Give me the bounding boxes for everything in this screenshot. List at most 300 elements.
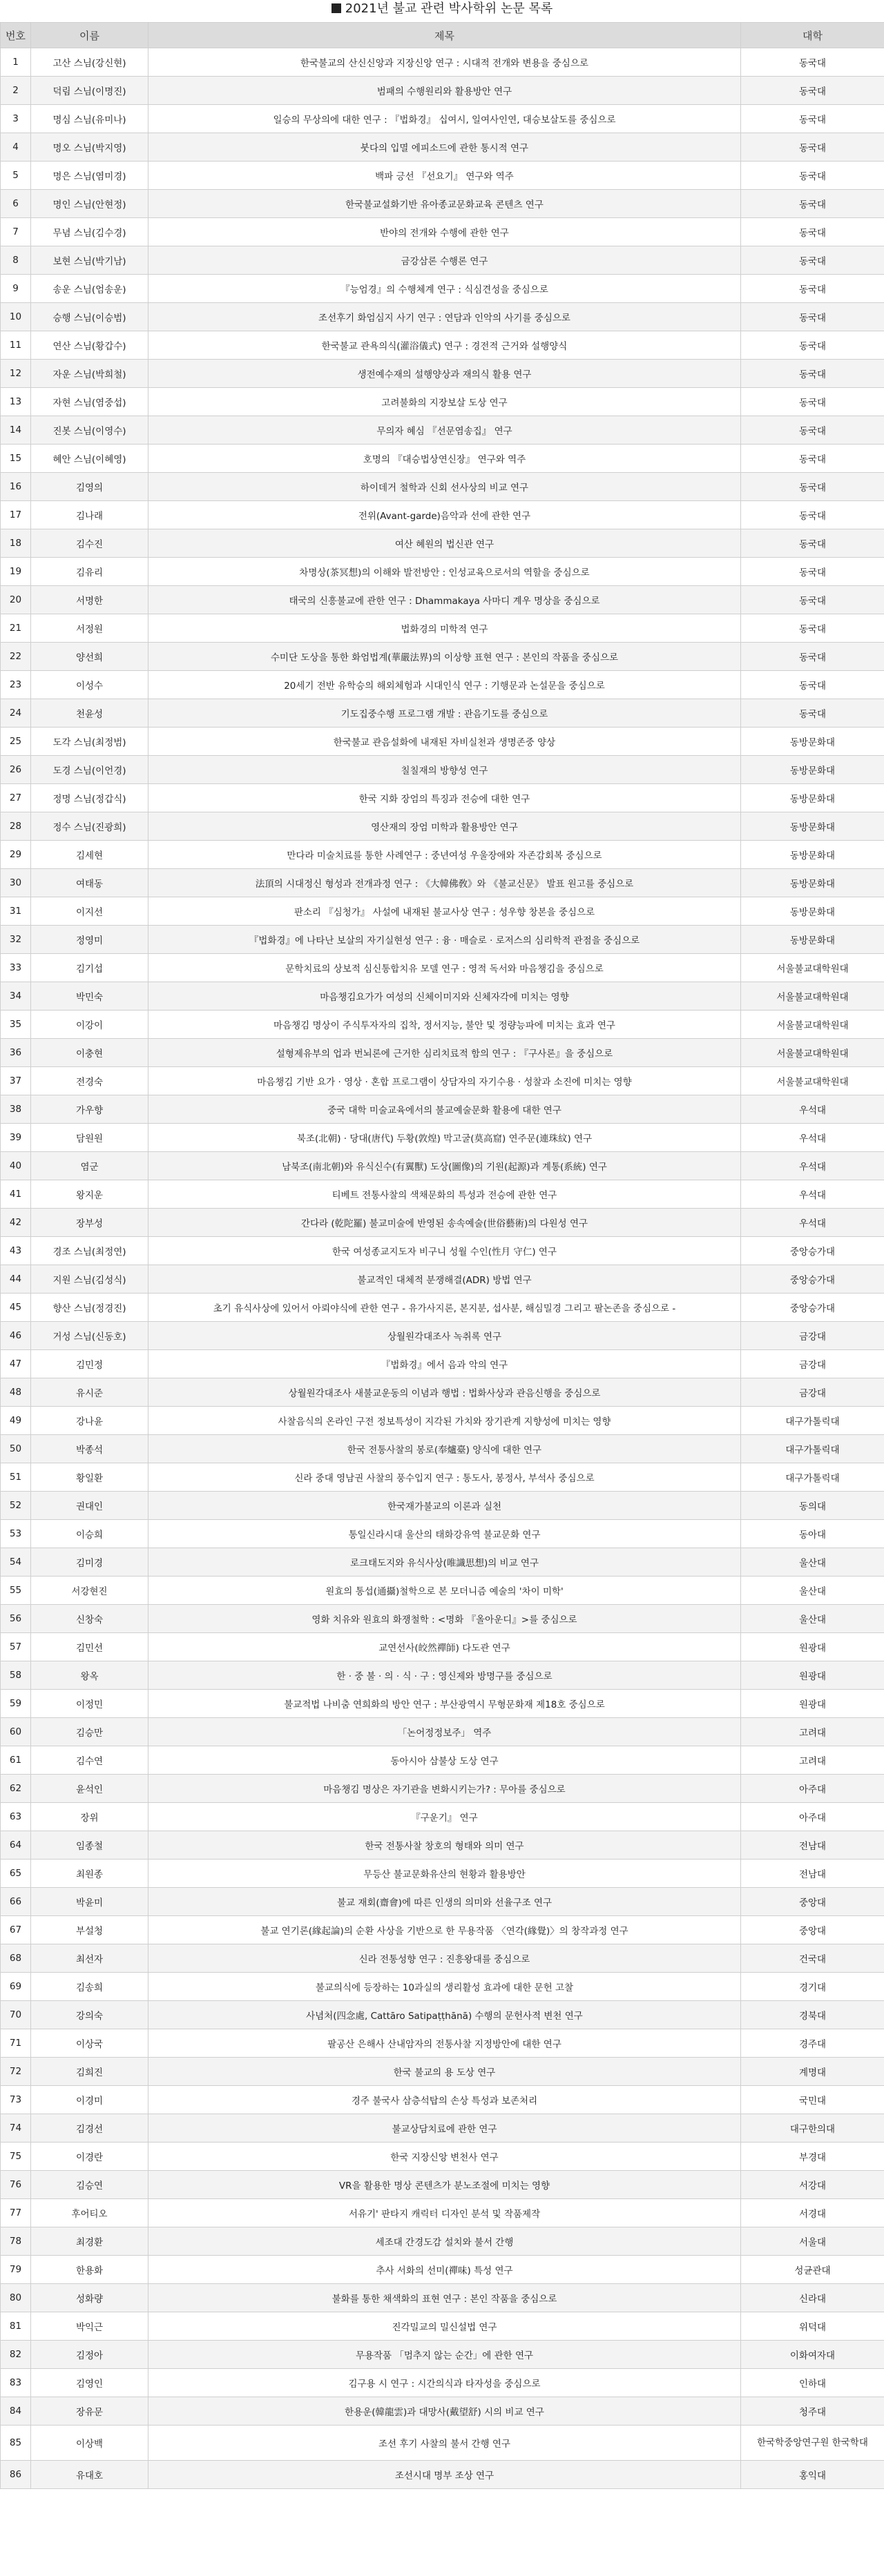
table-row (1, 1548, 884, 1577)
cell-name: 전경숙 (31, 1067, 148, 1095)
cell-no: 1 (1, 48, 31, 77)
cell-subject: 상월원각대조사 녹취록 연구 (148, 1322, 741, 1350)
cell-subject: 불교적인 대체적 분쟁해결(ADR) 방법 연구 (148, 1265, 741, 1294)
cell-no: 43 (1, 1237, 31, 1265)
table-row (1, 2369, 884, 2397)
cell-name: 이경란 (31, 2143, 148, 2171)
table-row (1, 614, 884, 643)
cell-univ: 경주대 (741, 2029, 884, 2058)
cell-name: 김영의 (31, 473, 148, 501)
table-body (1, 48, 884, 2489)
cell-univ: 울산대 (741, 1605, 884, 1633)
cell-subject: 판소리 『심청가』 사설에 내재된 불교사상 연구 : 성우향 창본을 중심으로 (148, 897, 741, 926)
cell-no: 2 (1, 77, 31, 105)
cell-name: 자운 스님(박희철) (31, 360, 148, 388)
cell-univ: 동아대 (741, 1520, 884, 1548)
cell-name: 거성 스님(신동호) (31, 1322, 148, 1350)
table-row (1, 1067, 884, 1095)
cell-no: 54 (1, 1548, 31, 1577)
square-bullet-icon (332, 3, 341, 13)
cell-subject: 『능엄경』의 수행체계 연구 : 식심견성을 중심으로 (148, 275, 741, 303)
cell-name: 고산 스님(강신현) (31, 48, 148, 77)
cell-name: 명은 스님(염미경) (31, 162, 148, 190)
cell-name: 연산 스님(황갑수) (31, 331, 148, 360)
cell-subject: 『법화경』에서 음과 악의 연구 (148, 1350, 741, 1378)
cell-no: 39 (1, 1124, 31, 1152)
cell-no: 62 (1, 1775, 31, 1803)
cell-subject: 무용작품 「멈추지 않는 순간」에 관한 연구 (148, 2341, 741, 2369)
table-row (1, 586, 884, 614)
table-row (1, 2171, 884, 2199)
cell-univ: 중앙승가대 (741, 1294, 884, 1322)
cell-name: 정수 스님(진광희) (31, 812, 148, 841)
cell-subject: 한국불교의 산신신앙과 지장신앙 연구 : 시대적 전개와 변용을 중심으로 (148, 48, 741, 77)
cell-no: 48 (1, 1378, 31, 1407)
table-row (1, 1350, 884, 1378)
cell-subject: 원효의 통섭(通攝)철학으로 본 모더니즘 예술의 '차이 미학' (148, 1577, 741, 1605)
cell-name: 이승희 (31, 1520, 148, 1548)
cell-univ: 우석대 (741, 1209, 884, 1237)
cell-no: 85 (1, 2426, 31, 2461)
table-row (1, 2426, 884, 2461)
cell-univ: 청주대 (741, 2397, 884, 2426)
table-row (1, 218, 884, 246)
cell-no: 30 (1, 869, 31, 897)
thesis-table (0, 22, 884, 2489)
cell-subject: 『구운기』 연구 (148, 1803, 741, 1831)
cell-no: 66 (1, 1888, 31, 1916)
cell-univ: 동국대 (741, 190, 884, 218)
cell-name: 김수진 (31, 529, 148, 558)
cell-name: 이상백 (31, 2426, 148, 2461)
cell-no: 65 (1, 1860, 31, 1888)
cell-name: 장부성 (31, 1209, 148, 1237)
cell-subject: 마음챙김요가가 여성의 신체이미지와 신체자각에 미치는 영향 (148, 982, 741, 1011)
cell-univ: 경북대 (741, 2001, 884, 2029)
table-row (1, 190, 884, 218)
cell-subject: 통일신라시대 울산의 태화강유역 불교문화 연구 (148, 1520, 741, 1548)
cell-univ: 성균관대 (741, 2256, 884, 2284)
table-row (1, 48, 884, 77)
table-row (1, 2086, 884, 2114)
cell-univ: 서울불교대학원대 (741, 1039, 884, 1067)
cell-name: 김희진 (31, 2058, 148, 2086)
cell-subject: 진각밀교의 밀신설법 연구 (148, 2312, 741, 2341)
header-no: 번호 (1, 23, 31, 48)
table-row (1, 1718, 884, 1746)
cell-subject: 북조(北朝) · 당대(唐代) 두황(敦煌) 막고굴(莫高窟) 연주문(連珠紋) 연구 (148, 1124, 741, 1152)
cell-univ: 동국대 (741, 614, 884, 643)
cell-subject: 불화를 통한 채색화의 표현 연구 : 본인 작품을 중심으로 (148, 2284, 741, 2312)
cell-name: 명오 스님(박지영) (31, 133, 148, 162)
cell-name: 자현 스님(염중섭) (31, 388, 148, 416)
cell-no: 76 (1, 2171, 31, 2199)
cell-univ: 금강대 (741, 1350, 884, 1378)
header-univ: 대학 (741, 23, 884, 48)
cell-no: 8 (1, 246, 31, 275)
cell-subject: 추사 서화의 선미(禪味) 특성 연구 (148, 2256, 741, 2284)
table-row (1, 897, 884, 926)
cell-subject: 교연선사(皎然禪師) 다도관 연구 (148, 1633, 741, 1661)
cell-name: 유대호 (31, 2461, 148, 2489)
table-row (1, 501, 884, 529)
cell-no: 10 (1, 303, 31, 331)
cell-name: 이상국 (31, 2029, 148, 2058)
table-row (1, 1265, 884, 1294)
cell-no: 81 (1, 2312, 31, 2341)
cell-no: 6 (1, 190, 31, 218)
table-row (1, 2001, 884, 2029)
cell-name: 박윤미 (31, 1888, 148, 1916)
cell-no: 7 (1, 218, 31, 246)
table-row (1, 1746, 884, 1775)
table-row (1, 841, 884, 869)
table-row (1, 2114, 884, 2143)
cell-name: 이정민 (31, 1690, 148, 1718)
table-row (1, 473, 884, 501)
cell-subject: 한국 지화 장엄의 특징과 전승에 대한 연구 (148, 784, 741, 812)
cell-no: 20 (1, 586, 31, 614)
cell-name: 이지선 (31, 897, 148, 926)
cell-name: 김정아 (31, 2341, 148, 2369)
table-row (1, 1407, 884, 1435)
table-row (1, 1180, 884, 1209)
cell-subject: 한국 지장신앙 변천사 연구 (148, 2143, 741, 2171)
cell-name: 이강이 (31, 1011, 148, 1039)
cell-univ: 중앙대 (741, 1916, 884, 1944)
table-row (1, 643, 884, 671)
table-row (1, 558, 884, 586)
cell-name: 혜안 스님(이혜영) (31, 445, 148, 473)
cell-subject: 한국 전통사찰의 봉로(奉爐臺) 양식에 대한 연구 (148, 1435, 741, 1463)
cell-name: 서명한 (31, 586, 148, 614)
cell-subject: 로크태도지와 유식사상(唯識思想)의 비교 연구 (148, 1548, 741, 1577)
header-subject: 제목 (148, 23, 741, 48)
cell-no: 50 (1, 1435, 31, 1463)
cell-subject: 「논어정정보주」 역주 (148, 1718, 741, 1746)
cell-univ: 인하대 (741, 2369, 884, 2397)
cell-no: 35 (1, 1011, 31, 1039)
cell-univ: 전남대 (741, 1860, 884, 1888)
cell-univ: 동국대 (741, 416, 884, 445)
cell-univ: 동방문화대 (741, 926, 884, 954)
cell-name: 천윤성 (31, 699, 148, 728)
cell-name: 이경미 (31, 2086, 148, 2114)
cell-name: 박익근 (31, 2312, 148, 2341)
cell-name: 도경 스님(이언경) (31, 756, 148, 784)
header-row (1, 23, 884, 48)
cell-name: 담원원 (31, 1124, 148, 1152)
cell-no: 44 (1, 1265, 31, 1294)
cell-univ: 동국대 (741, 275, 884, 303)
cell-univ: 계명대 (741, 2058, 884, 2086)
table-row (1, 445, 884, 473)
cell-univ: 대구가톨릭대 (741, 1463, 884, 1492)
cell-subject: 기도집중수행 프로그램 개발 : 관음기도를 중심으로 (148, 699, 741, 728)
cell-univ: 부경대 (741, 2143, 884, 2171)
cell-no: 9 (1, 275, 31, 303)
cell-no: 53 (1, 1520, 31, 1548)
cell-name: 김승연 (31, 2171, 148, 2199)
cell-univ: 동국대 (741, 133, 884, 162)
table-row (1, 2227, 884, 2256)
table-row (1, 926, 884, 954)
cell-name: 서강현진 (31, 1577, 148, 1605)
cell-univ: 동국대 (741, 360, 884, 388)
cell-no: 11 (1, 331, 31, 360)
table-row (1, 1011, 884, 1039)
table-row (1, 2143, 884, 2171)
cell-no: 58 (1, 1661, 31, 1690)
cell-name: 김세현 (31, 841, 148, 869)
cell-no: 42 (1, 1209, 31, 1237)
cell-no: 49 (1, 1407, 31, 1435)
cell-univ: 동국대 (741, 303, 884, 331)
cell-univ: 우석대 (741, 1095, 884, 1124)
cell-no: 77 (1, 2199, 31, 2227)
table-row (1, 954, 884, 982)
cell-subject: 차명상(茶冥想)의 이해와 발전방안 : 인성교육으로서의 역할을 중심으로 (148, 558, 741, 586)
cell-no: 80 (1, 2284, 31, 2312)
cell-univ: 동방문화대 (741, 897, 884, 926)
table-row (1, 1633, 884, 1661)
cell-subject: 조선시대 명부 조상 연구 (148, 2461, 741, 2489)
cell-univ: 동방문화대 (741, 841, 884, 869)
cell-univ: 서강대 (741, 2171, 884, 2199)
cell-univ: 아주대 (741, 1775, 884, 1803)
table-row (1, 1775, 884, 1803)
cell-univ: 동방문화대 (741, 756, 884, 784)
cell-name: 장위 (31, 1803, 148, 1831)
cell-no: 34 (1, 982, 31, 1011)
table-row (1, 812, 884, 841)
table-row (1, 1209, 884, 1237)
cell-univ: 동국대 (741, 643, 884, 671)
cell-subject: 조선 후기 사찰의 불서 간행 연구 (148, 2426, 741, 2461)
cell-no: 21 (1, 614, 31, 643)
cell-univ: 원광대 (741, 1661, 884, 1690)
cell-subject: 중국 대학 미술교육에서의 불교예술문화 활용에 대한 연구 (148, 1095, 741, 1124)
cell-name: 장유문 (31, 2397, 148, 2426)
cell-no: 38 (1, 1095, 31, 1124)
table-row (1, 1463, 884, 1492)
cell-subject: 불교 재회(齋會)에 따른 인생의 의미와 선율구조 연구 (148, 1888, 741, 1916)
cell-no: 32 (1, 926, 31, 954)
cell-univ: 우석대 (741, 1152, 884, 1180)
cell-no: 33 (1, 954, 31, 982)
cell-no: 25 (1, 728, 31, 756)
cell-name: 강나윤 (31, 1407, 148, 1435)
cell-name: 양선희 (31, 643, 148, 671)
cell-name: 신창숙 (31, 1605, 148, 1633)
table-row (1, 2256, 884, 2284)
cell-univ: 서울불교대학원대 (741, 982, 884, 1011)
table-row (1, 360, 884, 388)
cell-no: 40 (1, 1152, 31, 1180)
cell-subject: 설형제유부의 업과 번뇌론에 근거한 심리치료적 함의 연구 : 『구사론』을 중심으로 (148, 1039, 741, 1067)
cell-name: 염군 (31, 1152, 148, 1180)
table-row (1, 246, 884, 275)
cell-univ: 서울불교대학원대 (741, 1011, 884, 1039)
cell-subject: 서유기' 판타지 캐릭터 디자인 분석 및 작품제작 (148, 2199, 741, 2227)
cell-no: 56 (1, 1605, 31, 1633)
cell-univ: 동국대 (741, 501, 884, 529)
cell-univ: 서울불교대학원대 (741, 1067, 884, 1095)
header-name: 이름 (31, 23, 148, 48)
cell-univ: 동국대 (741, 77, 884, 105)
cell-univ: 서울불교대학원대 (741, 954, 884, 982)
cell-univ: 동국대 (741, 699, 884, 728)
table-row (1, 416, 884, 445)
cell-no: 18 (1, 529, 31, 558)
cell-subject: 한국 불교의 용 도상 연구 (148, 2058, 741, 2086)
cell-subject: 한국불교설화기반 유아종교문화교육 콘텐츠 연구 (148, 190, 741, 218)
cell-subject: 20세기 전반 유학승의 해외체험과 시대인식 연구 : 기행문과 논설문을 중심으로 (148, 671, 741, 699)
table-row (1, 2199, 884, 2227)
cell-no: 70 (1, 2001, 31, 2029)
cell-subject: 법화경의 미학적 연구 (148, 614, 741, 643)
cell-subject: 마음챙김 명상은 자기관을 변화시키는가? : 무아를 중심으로 (148, 1775, 741, 1803)
table-row (1, 303, 884, 331)
cell-no: 24 (1, 699, 31, 728)
cell-name: 이충현 (31, 1039, 148, 1067)
table-row (1, 1378, 884, 1407)
cell-univ: 중앙승가대 (741, 1237, 884, 1265)
cell-name: 김영인 (31, 2369, 148, 2397)
cell-subject: 무의자 혜심 『선문염송집』 연구 (148, 416, 741, 445)
cell-name: 성화량 (31, 2284, 148, 2312)
cell-name: 가우향 (31, 1095, 148, 1124)
cell-subject: 『법화경』에 나타난 보살의 자기실현성 연구 : 융 · 매슬로 · 로저스의 심리학적 관점을 중심으로 (148, 926, 741, 954)
page-title (0, 0, 884, 22)
cell-no: 22 (1, 643, 31, 671)
cell-subject: 초기 유식사상에 있어서 아뢰야식에 관한 연구 - 유가사지론, 본지분, 섭사분, 해심밀경 그리고 팔논존을 중심으로 - (148, 1294, 741, 1322)
cell-no: 27 (1, 784, 31, 812)
cell-subject: 조선후기 화엄심지 사기 연구 : 연담과 인악의 사기를 중심으로 (148, 303, 741, 331)
cell-name: 김유리 (31, 558, 148, 586)
cell-name: 서정원 (31, 614, 148, 643)
table-row (1, 105, 884, 133)
cell-subject: 붓다의 입멸 에피소드에 관한 통시적 연구 (148, 133, 741, 162)
cell-name: 정명 스님(정갑식) (31, 784, 148, 812)
cell-no: 41 (1, 1180, 31, 1209)
cell-subject: 상월원각대조사 새불교운동의 이념과 행법 : 법화사상과 관음신행을 중심으로 (148, 1378, 741, 1407)
cell-no: 36 (1, 1039, 31, 1067)
table-row (1, 756, 884, 784)
cell-univ: 동국대 (741, 162, 884, 190)
cell-name: 박민숙 (31, 982, 148, 1011)
table-row (1, 1690, 884, 1718)
cell-univ: 금강대 (741, 1322, 884, 1350)
cell-no: 31 (1, 897, 31, 926)
cell-univ: 서울대 (741, 2227, 884, 2256)
cell-no: 59 (1, 1690, 31, 1718)
table-row (1, 1492, 884, 1520)
cell-no: 13 (1, 388, 31, 416)
table-row (1, 784, 884, 812)
cell-subject: 팔공산 은해사 산내암자의 전통사찰 지정방안에 대한 연구 (148, 2029, 741, 2058)
cell-subject: 불교적법 나비춤 연희화의 방안 연구 : 부산광역시 무형문화재 제18호 중심으로 (148, 1690, 741, 1718)
table-row (1, 728, 884, 756)
cell-subject: 경주 불국사 삼층석탑의 손상 특성과 보존처리 (148, 2086, 741, 2114)
table-row (1, 1888, 884, 1916)
cell-univ: 동국대 (741, 218, 884, 246)
table-row (1, 133, 884, 162)
cell-no: 26 (1, 756, 31, 784)
cell-subject: 수미단 도상을 통한 화엄법계(華嚴法界)의 이상향 표현 연구 : 본인의 작품을 중심으로 (148, 643, 741, 671)
table-row (1, 331, 884, 360)
cell-subject: 일승의 무상의에 대한 연구 : 『법화경』 십여시, 일여사인연, 대승보살도를 중심으로 (148, 105, 741, 133)
cell-univ: 동국대 (741, 586, 884, 614)
cell-no: 51 (1, 1463, 31, 1492)
table-row (1, 388, 884, 416)
table-row (1, 1435, 884, 1463)
cell-univ: 중앙대 (741, 1888, 884, 1916)
cell-no: 55 (1, 1577, 31, 1605)
cell-subject: 영산재의 장엄 미학과 활용방안 연구 (148, 812, 741, 841)
cell-no: 86 (1, 2461, 31, 2489)
cell-subject: 만다라 미술치료를 통한 사례연구 : 중년여성 우울장애와 자존감회복 중심으로 (148, 841, 741, 869)
cell-no: 73 (1, 2086, 31, 2114)
cell-name: 김나래 (31, 501, 148, 529)
cell-name: 황일환 (31, 1463, 148, 1492)
cell-subject: 고려불화의 지장보살 도상 연구 (148, 388, 741, 416)
cell-no: 79 (1, 2256, 31, 2284)
cell-subject: 한국불교 관욕의식(灌浴儀式) 연구 : 경전적 근거와 설행양식 (148, 331, 741, 360)
table-row (1, 1944, 884, 1973)
cell-no: 16 (1, 473, 31, 501)
table-row (1, 1605, 884, 1633)
table-row (1, 529, 884, 558)
cell-univ: 원광대 (741, 1633, 884, 1661)
cell-subject: 동아시아 삼불상 도상 연구 (148, 1746, 741, 1775)
cell-no: 5 (1, 162, 31, 190)
cell-name: 향산 스님(정경진) (31, 1294, 148, 1322)
cell-subject: 반야의 전개와 수행에 관한 연구 (148, 218, 741, 246)
cell-univ: 홍익대 (741, 2461, 884, 2489)
cell-univ: 동방문화대 (741, 812, 884, 841)
cell-no: 75 (1, 2143, 31, 2171)
cell-subject: 무등산 불교문화유산의 현황과 활용방안 (148, 1860, 741, 1888)
cell-name: 김민정 (31, 1350, 148, 1378)
cell-univ: 동국대 (741, 48, 884, 77)
cell-name: 승행 스님(이승범) (31, 303, 148, 331)
cell-subject: 문학치료의 상보적 심신통합치유 모델 연구 : 영적 독서와 마음챙김을 중심으로 (148, 954, 741, 982)
table-row (1, 982, 884, 1011)
cell-subject: VR을 활용한 명상 콘텐츠가 분노조절에 미치는 영향 (148, 2171, 741, 2199)
cell-subject: 한용운(韓龍雲)과 대망사(戴望舒) 시의 비교 연구 (148, 2397, 741, 2426)
cell-no: 46 (1, 1322, 31, 1350)
cell-univ: 동국대 (741, 473, 884, 501)
cell-univ: 동국대 (741, 331, 884, 360)
table-row (1, 2058, 884, 2086)
table-row (1, 1095, 884, 1124)
cell-no: 72 (1, 2058, 31, 2086)
cell-univ: 동국대 (741, 445, 884, 473)
table-row (1, 2284, 884, 2312)
table-row (1, 1803, 884, 1831)
table-row (1, 1973, 884, 2001)
cell-univ: 고려대 (741, 1746, 884, 1775)
cell-name: 김민선 (31, 1633, 148, 1661)
cell-subject: 불교상담치료에 관한 연구 (148, 2114, 741, 2143)
cell-name: 지원 스님(김성식) (31, 1265, 148, 1294)
cell-name: 진봇 스님(이영수) (31, 416, 148, 445)
cell-no: 15 (1, 445, 31, 473)
cell-no: 12 (1, 360, 31, 388)
cell-subject: 사찰음식의 온라인 구전 정보특성이 지각된 가치와 장기관계 지향성에 미치는 영향 (148, 1407, 741, 1435)
cell-no: 19 (1, 558, 31, 586)
